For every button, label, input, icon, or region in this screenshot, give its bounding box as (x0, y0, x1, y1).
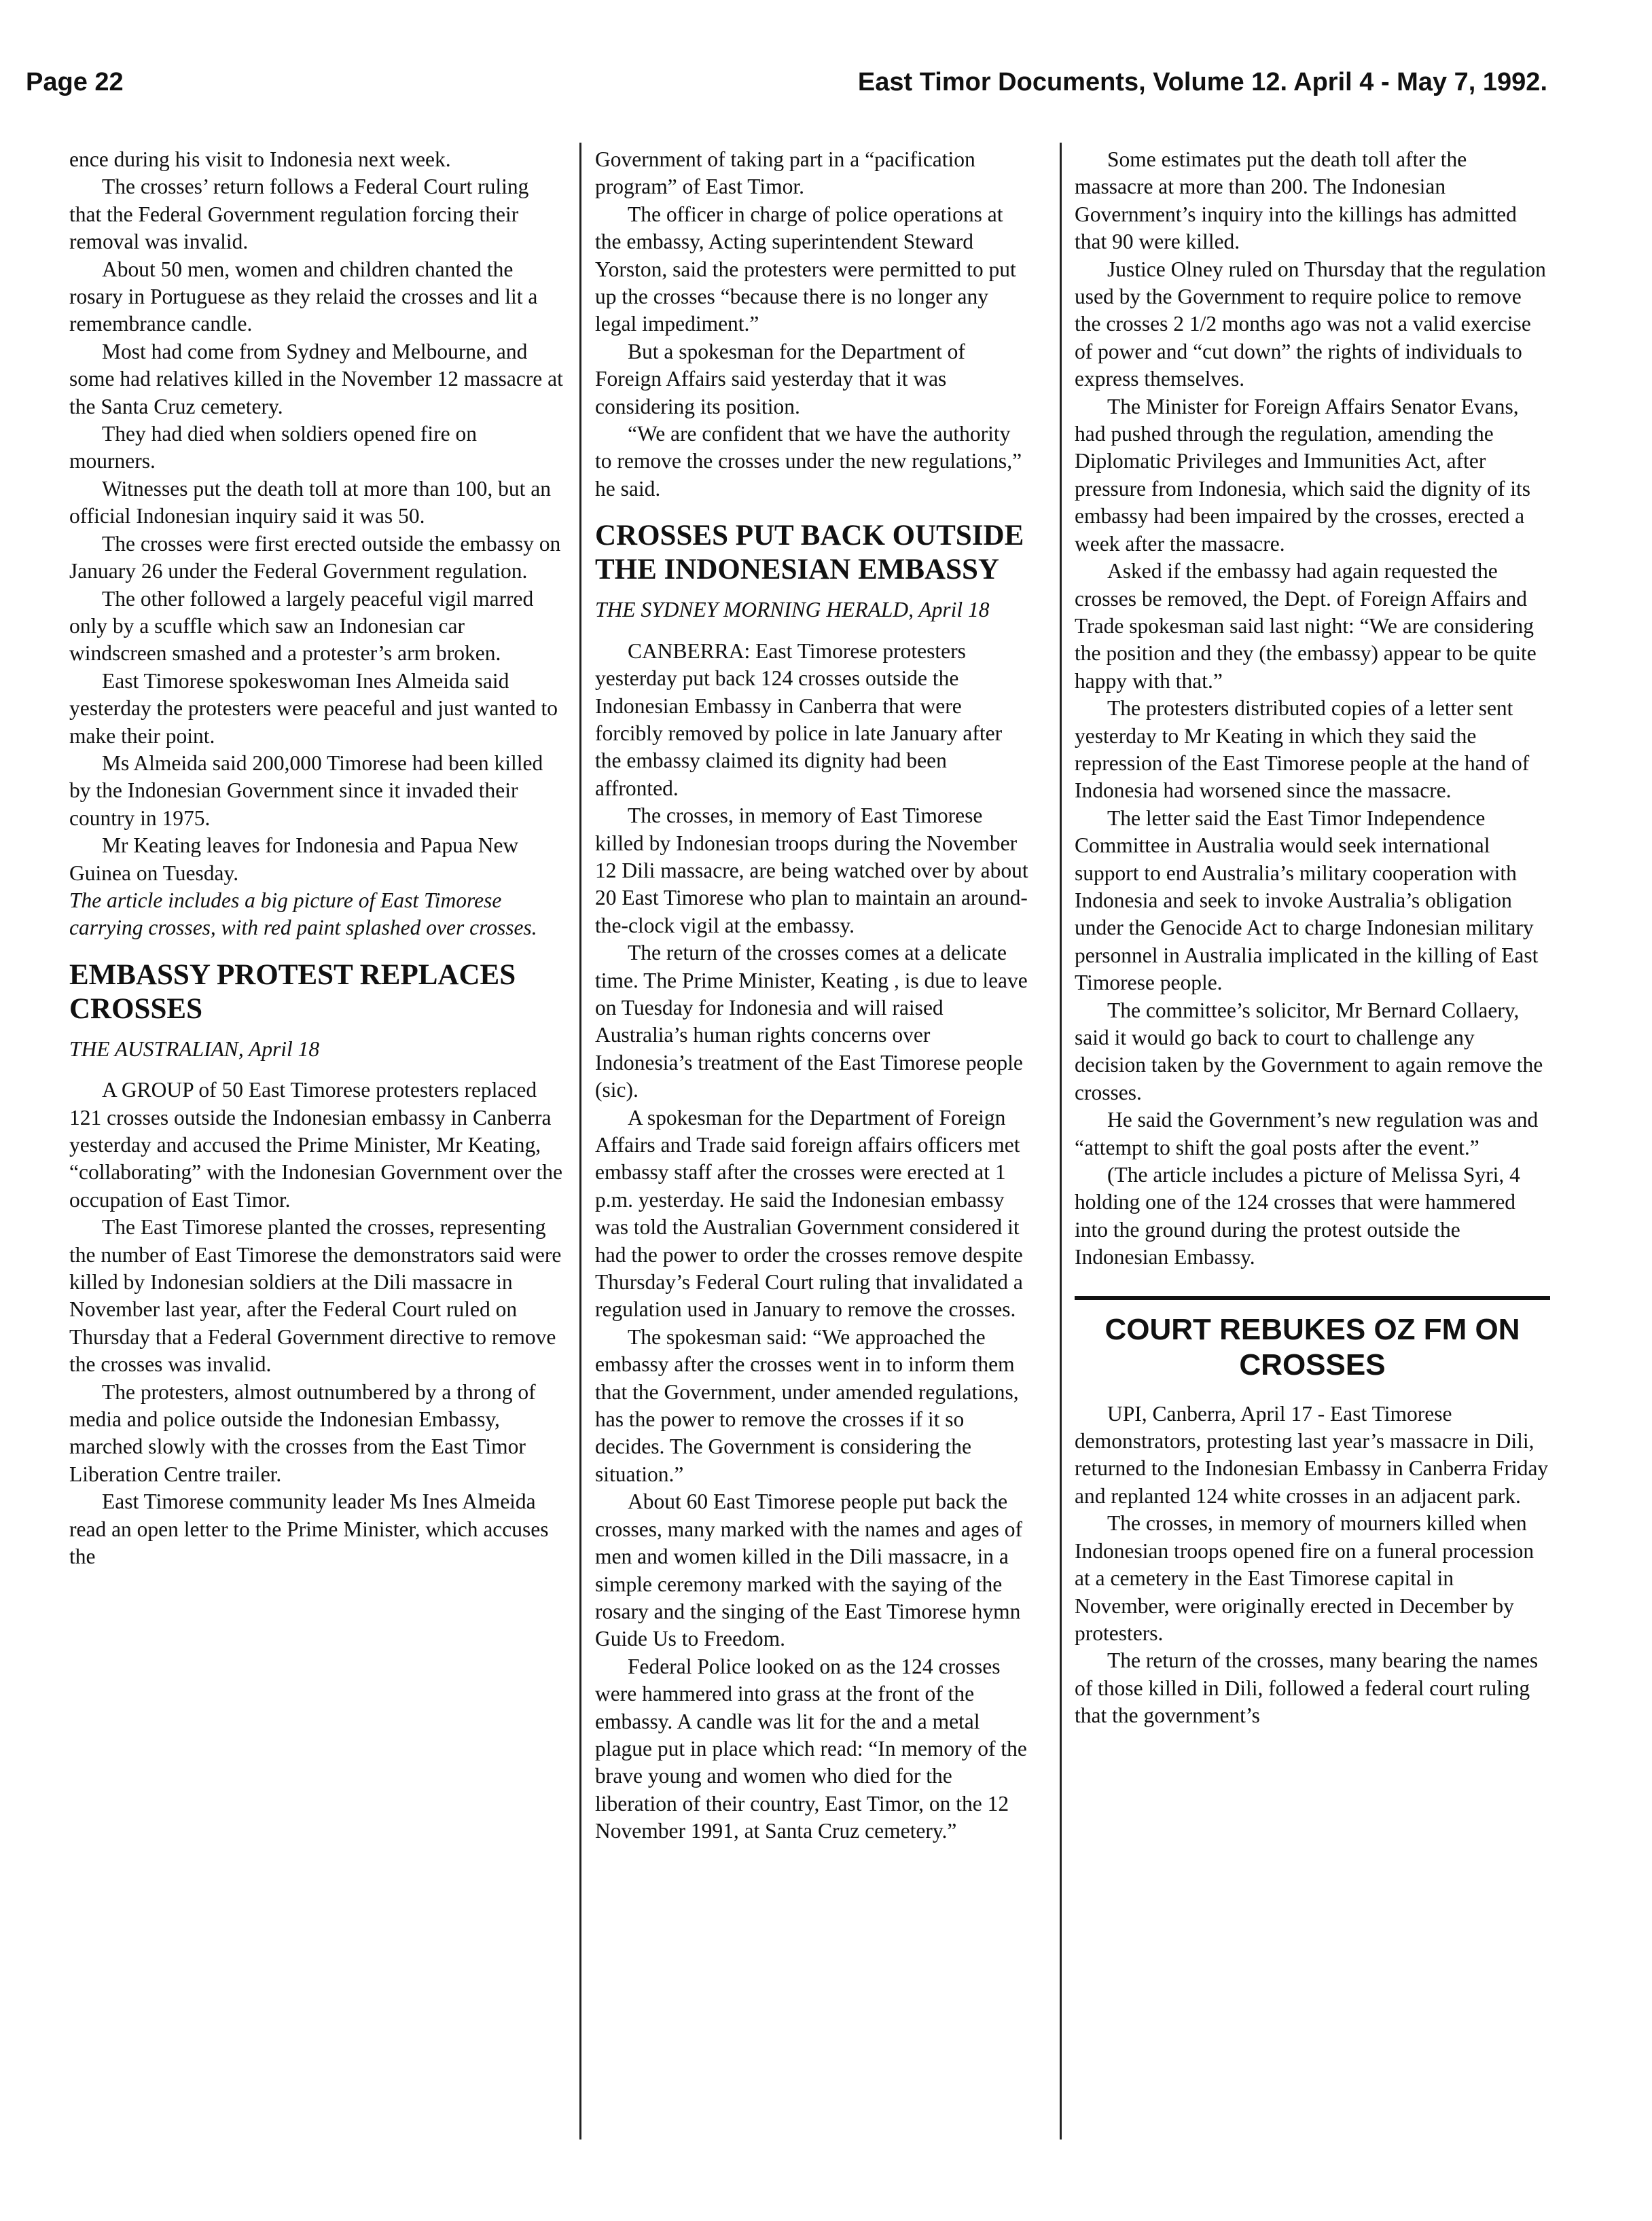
paragraph: A spokesman for the Department of Foreign Affairs and Trade said foreign affairs officers met embassy staff after the crosses were erected at 1 p.m. yesterday. He said the Indonesian embassy was told the Australian Government considered it had the power to order the crosses remove despite Thursday’s Federal Court ruling that invalidated a regulation used in January to remove the crosses. (595, 1105, 1023, 1322)
paragraph: A GROUP of 50 East Timorese protesters replaced 121 crosses outside the Indonesian embassy in Canberra yesterday and accused the Prime Minister, Mr Keating, “collaborating” with the Indonesian Government over the occupation of East Timor. (69, 1078, 563, 1212)
paragraph: Justice Olney ruled on Thursday that the regulation used by the Government to require police to remove the crosses 2 1/2 months ago was not a valid exercise of power and “cut down” the rights of individuals to express themselves. (1075, 257, 1546, 391)
paragraph: They had died when soldiers opened fire on mourners. (69, 422, 477, 473)
paragraph: About 60 East Timorese people put back the crosses, many marked with the names and ages of men and women killed in the Dili massacre, in a simple ceremony marked with the saying of the rosary and the singing of the East Timorese hymn Guide Us to Freedom. (595, 1489, 1022, 1651)
paragraph: (The article includes a picture of Melissa Syri, 4 holding one of the 124 crosses that were hammered into the ground during the protest outside the Indonesian Embassy. (1075, 1163, 1520, 1269)
paragraph: The officer in charge of police operations at the embassy, Acting superintendent Steward Yorston, said the protesters were permitted to put up the crosses “because there is no longer any legal impediment.” (595, 202, 1016, 336)
paragraph: Most had come from Sydney and Melbourne, and some had relatives killed in the November 12 massacre at the Santa Cruz cemetery. (69, 339, 563, 418)
editor-note: The article includes a big picture of East Timorese carrying crosses, with red paint splashed over crosses. (69, 888, 537, 940)
paragraph: The protesters distributed copies of a letter sent yesterday to Mr Keating in which they said the repression of the East Timorese people at the hand of Indonesia had worsened since the massacre. (1075, 696, 1530, 803)
paragraph: The other followed a largely peaceful vigil marred only by a scuffle which saw an Indonesian car windscreen smashed and a protester’s arm broken. (69, 586, 534, 666)
paragraph: But a spokesman for the Department of Foreign Affairs said yesterday that it was considering its position. (595, 339, 965, 418)
page-header (26, 58, 1547, 106)
paragraph: Witnesses put the death toll at more than 100, but an official Indonesian inquiry said it was 50. (69, 476, 551, 528)
paragraph: The protesters, almost outnumbered by a throng of media and police outside the Indonesian Embassy, marched slowly with the crosses from the East Timor Liberation Centre trailer. (69, 1379, 536, 1486)
article-source: THE AUSTRALIAN, April 18 (69, 1036, 320, 1061)
paragraph: Asked if the embassy had again requested the crosses be removed, the Dept. of Foreign Affairs and Trade spokesman said last night: “We are considering the position and they (the embassy) appear to be quite happy with that.” (1075, 559, 1537, 693)
paragraph: About 50 men, women and children chanted the rosary in Portuguese as they relaid the crosses and lit a remembrance candle. (69, 257, 538, 336)
article-headline: COURT REBUKES OZ FM ON CROSSES (1105, 1312, 1520, 1382)
section-rule (1075, 1296, 1550, 1300)
publication-title: East Timor Documents, Volume 12. April 4 - May 7, 1992. (857, 68, 1547, 96)
paragraph: “We are confident that we have the authority to remove the crosses under the new regulations,” he said. (595, 422, 1022, 501)
paragraph: East Timorese community leader Ms Ines Almeida read an open letter to the Prime Minister, which accuses the (69, 1489, 549, 1569)
column-1 (69, 146, 565, 2156)
column-divider (1060, 143, 1062, 2139)
paragraph: Government of taking part in a “pacification program” of East Timor. (595, 147, 975, 199)
paragraph: The return of the crosses comes at a delicate time. The Prime Minister, Keating , is due to leave on Tuesday for Indonesia and will raised Australia’s human rights concerns over Indonesia’s treatment of the East Timorese people (sic). (595, 941, 1028, 1102)
paragraph: The crosses, in memory of mourners killed when Indonesian troops opened fire on a funeral procession at a cemetery in the East Timorese capital in November, were originally erected in December by protesters. (1075, 1511, 1534, 1645)
paragraph: CANBERRA: East Timorese protesters yesterday put back 124 crosses outside the Indonesian Embassy in Canberra that were forcibly removed by police in late January after the embassy claimed its dignity had been affronted. (595, 638, 1003, 800)
column-divider (579, 143, 581, 2139)
paragraph: Some estimates put the death toll after the massacre at more than 200. The Indonesian Government’s inquiry into the killings has admitted that 90 were killed. (1075, 147, 1517, 254)
paragraph: He said the Government’s new regulation was and “attempt to shift the goal posts after the event.” (1075, 1108, 1539, 1159)
paragraph: The letter said the East Timor Independence Committee in Australia would seek international support to end Australia’s military cooperation with Indonesia and seek to invoke Australia’s obligation under the Genocide Act to charge Indonesian military personnel in Australia implicated in the killing of East Timorese people. (1075, 806, 1539, 995)
paragraph: Federal Police looked on as the 124 crosses were hammered into grass at the front of the embassy. A candle was lit for the and a metal plague put in place which read: “In memory of the brave young and women who died for the liberation of their country, East Timor, on the 12 November 1991, at Santa Cruz cemetery.” (595, 1654, 1027, 1843)
paragraph: East Timorese spokeswoman Ines Almeida said yesterday the protesters were peaceful and just wanted to make their point. (69, 668, 558, 748)
column-2 (595, 146, 1030, 2156)
paragraph: The Minister for Foreign Affairs Senator Evans, had pushed through the regulation, amending the Diplomatic Privileges and Immunities Act, after pressure from Indonesia, which said the dignity of its embassy had been impaired by the crosses, erected a week after the massacre. (1075, 394, 1530, 556)
paragraph: The spokesman said: “We approached the embassy after the crosses went in to inform them that the Government, under amended regulations, has the power to remove the crosses if it so decides. The Government is considering the situation.” (595, 1324, 1019, 1486)
paragraph: The return of the crosses, many bearing the names of those killed in Dili, followed a federal court ruling that the government’s (1075, 1648, 1539, 1728)
column-3 (1075, 146, 1550, 2156)
article-headline: CROSSES PUT BACK OUTSIDE THE INDONESIAN EMBASSY (595, 520, 1024, 586)
paragraph: Mr Keating leaves for Indonesia and Papua New Guinea on Tuesday. (69, 833, 519, 885)
paragraph: Ms Almeida said 200,000 Timorese had been killed by the Indonesian Government since it invaded their country in 1975. (69, 751, 543, 830)
paragraph: The East Timorese planted the crosses, representing the number of East Timorese the demonstrators said were killed by Indonesian soldiers at the Dili massacre in November last year, after the Federal Court ruled on Thursday that a Federal Government directive to remove the crosses was invalid. (69, 1215, 562, 1377)
page-number: Page 22 (26, 68, 124, 96)
article-source: THE SYDNEY MORNING HERALD, April 18 (595, 598, 990, 622)
paragraph: ence during his visit to Indonesia next week. (69, 147, 451, 171)
paragraph: The committee’s solicitor, Mr Bernard Collaery, said it would go back to court to challenge any decision taken by the Government to again remove the crosses. (1075, 998, 1543, 1104)
paragraph: UPI, Canberra, April 17 - East Timorese demonstrators, protesting last year’s massacre in Dili, returned to the Indonesian Embassy in Canberra Friday and replanted 124 white crosses in an adjacent park. (1075, 1401, 1549, 1508)
paragraph: The crosses were first erected outside the embassy on January 26 under the Federal Government regulation. (69, 531, 561, 583)
paragraph: The crosses’ return follows a Federal Court ruling that the Federal Government regulation forcing their removal was invalid. (69, 175, 529, 254)
paragraph: The crosses, in memory of East Timorese killed by Indonesian troops during the November 12 Dili massacre, are being watched over by about 20 East Timorese who plan to maintain an around-the-clock vigil at the embassy. (595, 803, 1028, 937)
article-headline: EMBASSY PROTEST REPLACES CROSSES (69, 958, 516, 1025)
